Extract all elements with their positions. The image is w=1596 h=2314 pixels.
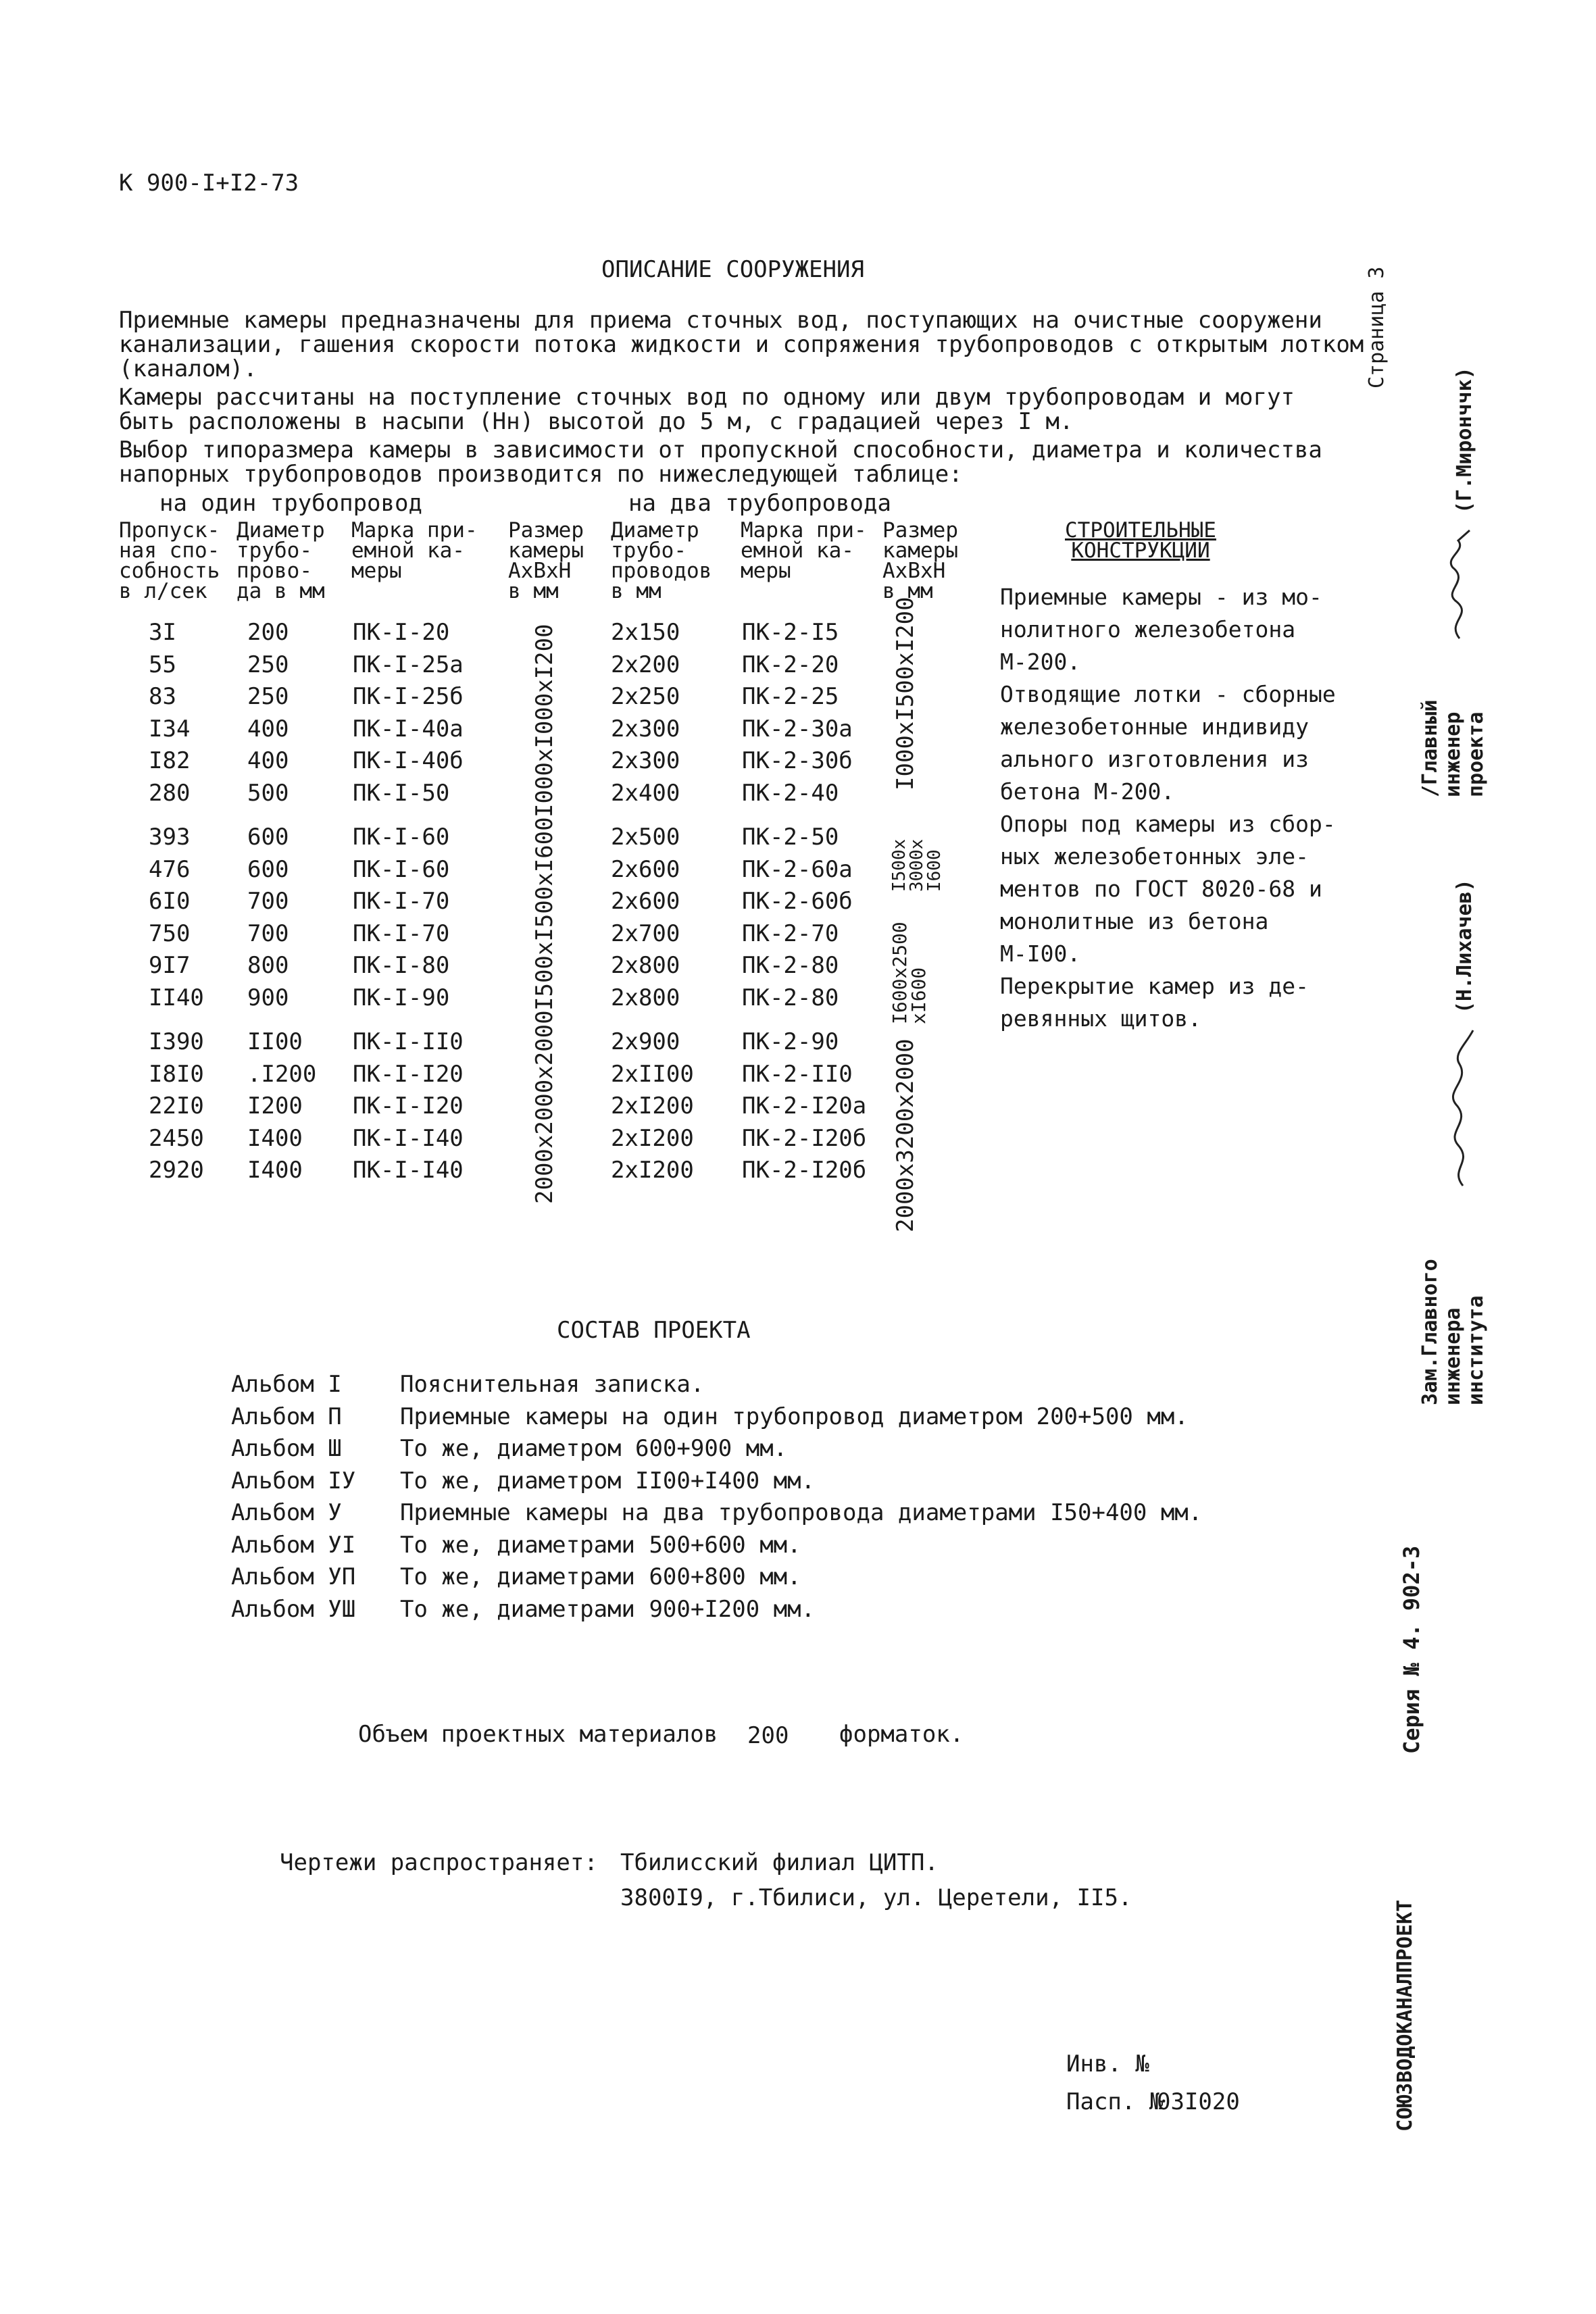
table-cell: ПК-2-80 (742, 952, 839, 979)
table-cell: I200 (247, 1092, 303, 1120)
table-cell: ПК-2-I20б (742, 1124, 867, 1152)
table-cell: 2хI200 (611, 1157, 694, 1184)
size-one-group-1: I000хI000хI200 (531, 624, 558, 818)
table-cell: 600 (247, 855, 289, 883)
table-cell: ПК-2-90 (742, 1028, 839, 1055)
album-label: Альбом У (231, 1499, 342, 1526)
table-cell: I8I0 (149, 1060, 204, 1088)
distribution-label: Чертежи распространяет: (280, 1849, 598, 1876)
header-mark-two: Марка при- емной ка- меры (741, 518, 867, 583)
table-cell: ПК-I-I20 (353, 1092, 464, 1120)
constructions-title: СТРОИТЕЛЬНЫЕ КОНСТРУКЦИИ (1065, 518, 1216, 563)
table-cell: I400 (247, 1157, 303, 1184)
table-cell: 9I7 (149, 952, 191, 979)
table-cell: I400 (247, 1124, 303, 1152)
volume-unit: форматок. (839, 1721, 964, 1748)
group-one-pipeline: на один трубопровод (159, 490, 422, 517)
document-code: К 900-I+I2-73 (119, 170, 299, 197)
table-cell: ПК-2-25 (742, 683, 839, 710)
table-cell: 2х400 (611, 779, 680, 807)
table-cell: 55 (149, 651, 176, 678)
size-two-group-4: 2000х3200х2000 (892, 1038, 919, 1232)
album-label: Альбом УI (231, 1531, 356, 1559)
volume-label: Объем проектных материалов (358, 1721, 718, 1748)
table-cell: ПК-I-20 (353, 619, 450, 646)
deputy-engineer-name: (Н.Лихачев) (1453, 879, 1476, 1013)
album-label: Альбом П (231, 1403, 342, 1430)
table-cell: 800 (247, 952, 289, 979)
table-cell: 2х300 (611, 715, 680, 743)
table-cell: ПК-I-90 (353, 984, 450, 1011)
size-two-group-1: I000хI500хI200 (892, 597, 919, 790)
chief-engineer-name: (Г.Миронччк) (1453, 367, 1476, 513)
table-cell: 22I0 (149, 1092, 204, 1120)
album-label: Альбом УП (231, 1563, 356, 1590)
table-cell: II40 (149, 984, 204, 1011)
table-cell: ПК-I-25а (353, 651, 464, 678)
album-description: То же, диаметром 600+900 мм. (400, 1435, 788, 1462)
album-description: То же, диаметрами 600+800 мм. (400, 1563, 801, 1590)
table-cell: ПК-2-I5 (742, 619, 839, 646)
table-cell: ПК-I-II0 (353, 1028, 464, 1055)
table-cell: ПК-2-30а (742, 715, 853, 743)
table-cell: ПК-2-60а (742, 855, 853, 883)
pass-value: 03I020 (1157, 2088, 1240, 2115)
table-cell: ПК-2-70 (742, 920, 839, 947)
group-two-pipelines: на два трубопровода (628, 490, 891, 517)
table-cell: 2х600 (611, 855, 680, 883)
table-cell: 2х700 (611, 920, 680, 947)
deputy-engineer-role: Зам.Главного инженера института (1418, 1259, 1488, 1405)
album-description: То же, диаметрами 900+I200 мм. (400, 1595, 816, 1623)
table-cell: 2х900 (611, 1028, 680, 1055)
table-cell: ПК-2-II0 (742, 1060, 853, 1088)
inv-label: Инв. № (1066, 2051, 1149, 2078)
volume-value: 200 (747, 1722, 789, 1749)
chief-signature (1439, 527, 1480, 642)
table-cell: 2х300 (611, 747, 680, 774)
table-cell: 2х200 (611, 651, 680, 678)
size-two-group-3: I600х2500 хI600 (889, 922, 930, 1024)
table-cell: 2х150 (611, 619, 680, 646)
table-cell: 250 (247, 683, 289, 710)
table-cell: 6I0 (149, 888, 191, 915)
table-cell: ПК-2-60б (742, 888, 853, 915)
album-description: То же, диаметром II00+I400 мм. (400, 1467, 816, 1494)
table-cell: ПК-I-60 (353, 824, 450, 851)
organization-name: СОЮЗВОДОКАНАЛПРОЕКТ (1393, 1899, 1417, 2132)
album-label: Альбом УШ (231, 1595, 356, 1623)
table-cell: ПК-I-80 (353, 952, 450, 979)
table-cell: 700 (247, 888, 289, 915)
table-cell: ПК-I-25б (353, 683, 464, 710)
table-cell: 2х800 (611, 984, 680, 1011)
table-cell: 2х800 (611, 952, 680, 979)
table-cell: 900 (247, 984, 289, 1011)
album-description: Пояснительная записка. (400, 1371, 705, 1398)
series-number: Серия № 4. 902-3 (1399, 1545, 1424, 1754)
table-cell: I82 (149, 747, 191, 774)
table-cell: 393 (149, 824, 191, 851)
intro-paragraph-3: Выбор типоразмера камеры в зависимости от пропускной способности, диаметра и количества напорных трубопроводов производится по нижеследующей таблице: (119, 436, 1322, 488)
header-diameter: Диаметр трубо- прово- да в мм (236, 518, 325, 603)
header-diameter-two: Диаметр трубо- проводов в мм (611, 518, 712, 603)
table-cell: 2х600 (611, 888, 680, 915)
chief-engineer-role: /Главный инженер проекта (1418, 699, 1488, 797)
table-cell: 700 (247, 920, 289, 947)
table-cell: 3I (149, 619, 176, 646)
album-label: Альбом IУ (231, 1467, 356, 1494)
table-cell: ПК-I-I20 (353, 1060, 464, 1088)
album-label: Альбом I (231, 1371, 342, 1398)
table-cell: 2х250 (611, 683, 680, 710)
distribution-line-2: 3800I9, г.Тбилиси, ул. Церетели, II5. (620, 1884, 1132, 1911)
table-cell: ПК-I-40б (353, 747, 464, 774)
table-cell: ПК-2-30б (742, 747, 853, 774)
table-cell: 476 (149, 855, 191, 883)
table-cell: 2920 (149, 1157, 204, 1184)
table-cell: ПК-I-60 (353, 855, 450, 883)
header-mark: Марка при- емной ка- меры (351, 518, 478, 583)
constructions-text: Приемные камеры - из мо- нолитного железобетона М-200. Отводящие лотки - сборные железобетонные индивиду ального изготовления из бетона М-200. Опоры под камеры из сбор- ных железобетонных эле- ментов по ГОСТ 8020-68 и монолитные из бетона М-I00. Перекрытие камер из де- ревянных щитов. (1000, 584, 1336, 1032)
table-cell: 600 (247, 824, 289, 851)
table-cell: 400 (247, 715, 289, 743)
album-description: Приемные камеры на один трубопровод диаметром 200+500 мм. (400, 1403, 1189, 1430)
size-one-group-3: 2000х2000х2000 (531, 1010, 558, 1204)
table-cell: ПК-I-I40 (353, 1157, 464, 1184)
table-cell: ПК-2-40 (742, 779, 839, 807)
table-cell: 200 (247, 619, 289, 646)
page-title: ОПИСАНИЕ СООРУЖЕНИЯ (601, 256, 864, 283)
intro-paragraph-1: Приемные камеры предназначены для приема сточных вод, поступающих на очистные сооружени канализации, гашения скорости потока жидкости и сопряжения трубопроводов с открытым лотком (каналом). (119, 307, 1364, 382)
composition-title: СОСТАВ ПРОЕКТА (557, 1317, 751, 1344)
album-description: Приемные камеры на два трубопровода диаметрами I50+400 мм. (400, 1499, 1203, 1526)
table-cell: 250 (247, 651, 289, 678)
table-cell: .I200 (247, 1060, 317, 1088)
table-cell: ПК-2-50 (742, 824, 839, 851)
table-cell: 2хI200 (611, 1092, 694, 1120)
table-cell: 83 (149, 683, 176, 710)
pass-label: Пасп. № (1066, 2088, 1164, 2115)
size-one-group-2: I500хI500хI600 (531, 817, 558, 1011)
table-cell: 750 (149, 920, 191, 947)
intro-paragraph-2: Камеры рассчитаны на поступление сточных вод по одному или двум трубопроводам и могут быть расположены в насыпи (Нн) высотой до 5 м, с градацией через I м. (119, 384, 1295, 435)
table-cell: ПК-2-I20а (742, 1092, 867, 1120)
table-cell: 280 (149, 779, 191, 807)
table-cell: ПК-2-80 (742, 984, 839, 1011)
table-cell: 2450 (149, 1124, 204, 1152)
table-cell: ПК-I-40а (353, 715, 464, 743)
header-size: Размер камеры АхВхН в мм (508, 518, 584, 603)
table-cell: ПК-2-I20б (742, 1157, 867, 1184)
page-number: Страница 3 (1365, 266, 1389, 388)
table-cell: II00 (247, 1028, 303, 1055)
table-cell: 2хII00 (611, 1060, 694, 1088)
header-capacity: Пропуск- ная спо- собность в л/сек (119, 518, 220, 603)
table-cell: 2хI200 (611, 1124, 694, 1152)
table-cell: I34 (149, 715, 191, 743)
table-cell: ПК-I-I40 (353, 1124, 464, 1152)
table-cell: ПК-I-70 (353, 888, 450, 915)
deputy-signature (1439, 1027, 1480, 1189)
table-cell: ПК-I-50 (353, 779, 450, 807)
table-cell: 400 (247, 747, 289, 774)
header-size-two: Размер камеры АхВхН в мм (882, 518, 958, 603)
table-cell: ПК-I-70 (353, 920, 450, 947)
distribution-line-1: Тбилисский филиал ЦИТП. (620, 1849, 939, 1876)
table-cell: I390 (149, 1028, 204, 1055)
album-description: То же, диаметрами 500+600 мм. (400, 1531, 801, 1559)
size-two-group-2: I500х 3000х I600 (889, 838, 945, 892)
table-cell: ПК-2-20 (742, 651, 839, 678)
table-cell: 500 (247, 779, 289, 807)
album-label: Альбом Ш (231, 1435, 342, 1462)
table-cell: 2х500 (611, 824, 680, 851)
